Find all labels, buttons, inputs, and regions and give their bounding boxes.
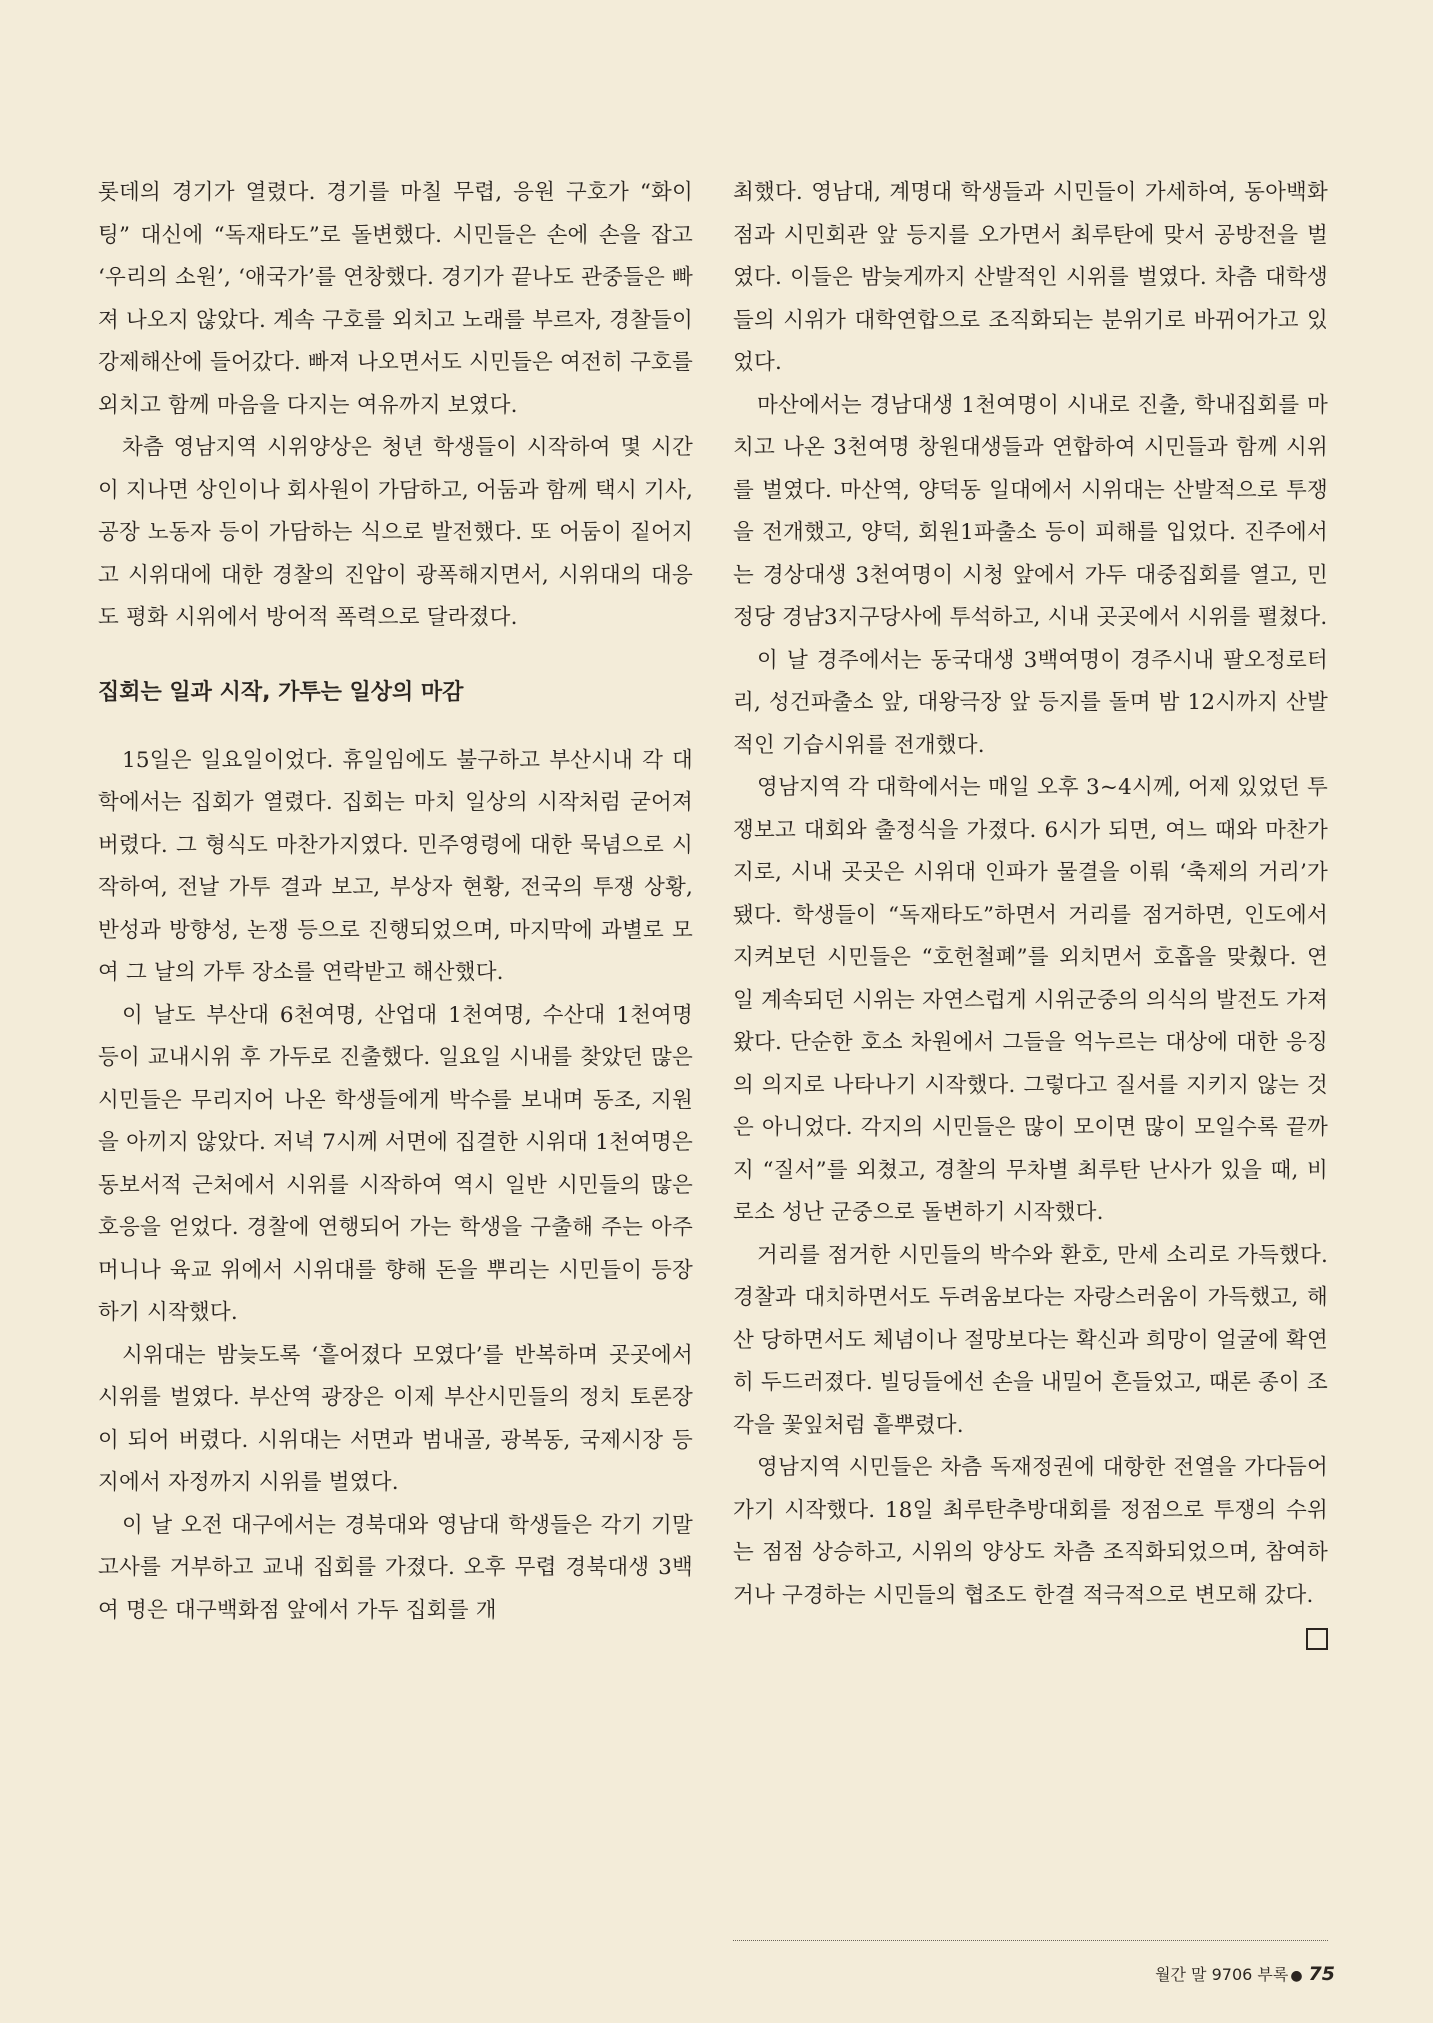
section-heading: 집회는 일과 시작, 가투는 일상의 마감 (98, 679, 464, 705)
paragraph: 마산에서는 경남대생 1천여명이 시내로 진출, 학내집회를 마치고 나온 3천여명 창원대생들과 연합하여 시민들과 함께 시위를 벌였다. 마산역, 양덕동 일대에서 시위대는 산발적으로 투쟁을 전개했고, 양덕, 회원1파출소 등이 피해를 입었다. 진주에서는 경상대생 3천여명이 시청 앞에서 가두 대중집회를 열고, 민정당 경남3지구당사에 투석하고, 시내 곳곳에서 시위를 펼쳤다. (733, 392, 1328, 630)
paragraph: 이 날 경주에서는 동국대생 3백여명이 경주시내 팔오정로터리, 성건파출소 앞, 대왕극장 앞 등지를 돌며 밤 12시까지 산발적인 기습시위를 전개했다. (733, 647, 1328, 758)
right-column (733, 172, 1328, 1650)
paragraph: 영남지역 각 대학에서는 매일 오후 3~4시께, 어제 있었던 투쟁보고 대회와 출정식을 가졌다. 6시가 되면, 여느 때와 마찬가지로, 시내 곳곳은 시위대 인파가 물결을 이뤄 ‘축제의 거리’가 됐다. 학생들이 “독재타도”하면서 거리를 점거하면, 인도에서 지켜보던 시민들은 “호헌철폐”를 외치면서 호흡을 맞췄다. 연일 계속되던 시위는 자연스럽게 시위군중의 의식의 발전도 가져 왔다. 단순한 호소 차원에서 그들을 억누르는 대상에 대한 응징의 의지로 나타나기 시작했다. 그렇다고 질서를 지키지 않는 것은 아니었다. 각지의 시민들은 많이 모이면 많이 모일수록 끝까지 “질서”를 외쳤고, 경찰의 무차별 최루탄 난사가 있을 때, 비로소 성난 군중으로 돌변하기 시작했다. (733, 775, 1328, 1225)
paragraph-final-text: 영남지역 시민들은 차츰 독재정권에 대항한 전열을 가다듬어 가기 시작했다. 18일 최루탄추방대회를 정점으로 투쟁의 수위는 점점 상승하고, 시위의 양상도 차츰 조직화되었으며, 참여하거나 구경하는 시민들의 협조도 한결 적극적으로 변모해 갔다. (733, 1455, 1328, 1608)
paragraph: 거리를 점거한 시민들의 박수와 환호, 만세 소리로 가득했다. 경찰과 대치하면서도 두려움보다는 자랑스러움이 가득했고, 해산 당하면서도 체념이나 절망보다는 확신과 희망이 얼굴에 확연히 두드러졌다. 빌딩들에선 손을 내밀어 흔들었고, 때론 종이 조각을 꽃잎처럼 흩뿌렸다. (733, 1242, 1328, 1438)
end-of-article-icon (1306, 1628, 1328, 1650)
paragraph: 차츰 영남지역 시위양상은 청년 학생들이 시작하여 몇 시간이 지나면 상인이나 회사원이 가담하고, 어둠과 함께 택시 기사, 공장 노동자 등이 가담하는 식으로 발전했다. 또 어둠이 짙어지고 시위대에 대한 경찰의 진압이 광폭해지면서, 시위대의 대응도 평화 시위에서 방어적 폭력으로 달라졌다. (98, 435, 693, 630)
left-column (98, 172, 693, 1632)
paragraph: 롯데의 경기가 열렸다. 경기를 마칠 무렵, 응원 구호가 “화이팅” 대신에 “독재타도”로 돌변했다. 시민들은 손에 손을 잡고 ‘우리의 소원’, ‘애국가’를 연창했다. 경기가 끝나도 관중들은 빠져 나오지 않았다. 계속 구호를 외치고 노래를 부르자, 경찰들이 강제해산에 들어갔다. 빠져 나오면서도 시민들은 여전히 구호를 외치고 함께 마음을 다지는 여유까지 보였다. (98, 180, 693, 418)
footer-divider (733, 1940, 1328, 1941)
publication-name: 월간 말 9706 부록 (1155, 1965, 1289, 1984)
bullet-icon: ● (1290, 1968, 1303, 1984)
paragraph: 최했다. 영남대, 계명대 학생들과 시민들이 가세하여, 동아백화점과 시민회관 앞 등지를 오가면서 최루탄에 맞서 공방전을 벌였다. 이들은 밤늦게까지 산발적인 시위를 벌였다. 차츰 대학생들의 시위가 대학연합으로 조직화되는 분위기로 바뀌어가고 있었다. (733, 180, 1328, 375)
paragraph: 이 날 오전 대구에서는 경북대와 영남대 학생들은 각기 기말고사를 거부하고 교내 집회를 가졌다. 오후 무렵 경북대생 3백여 명은 대구백화점 앞에서 가두 집회를 개 (98, 1512, 693, 1623)
page-footer (1155, 1962, 1335, 1985)
paragraph-final (733, 1447, 1328, 1617)
paragraph: 이 날도 부산대 6천여명, 산업대 1천여명, 수산대 1천여명 등이 교내시위 후 가두로 진출했다. 일요일 시내를 찾았던 많은 시민들은 무리지어 나온 학생들에게 박수를 보내며 동조, 지원을 아끼지 않았다. 저녁 7시께 서면에 집결한 시위대 1천여명은 동보서적 근처에서 시위를 시작하여 역시 일반 시민들의 많은 호응을 얻었다. 경찰에 연행되어 가는 학생을 구출해 주는 아주머니나 육교 위에서 시위대를 향해 돈을 뿌리는 시민들이 등장하기 시작했다. (98, 1002, 693, 1325)
paragraph: 시위대는 밤늦도록 ‘흩어졌다 모였다’를 반복하며 곳곳에서 시위를 벌였다. 부산역 광장은 이제 부산시민들의 정치 토론장이 되어 버렸다. 시위대는 서면과 범내골, 광복동, 국제시장 등지에서 자정까지 시위를 벌였다. (98, 1342, 693, 1495)
page-number: 75 (1308, 1963, 1335, 1985)
paragraph: 15일은 일요일이었다. 휴일임에도 불구하고 부산시내 각 대학에서는 집회가 열렸다. 집회는 마치 일상의 시작처럼 굳어져 버렸다. 그 형식도 마찬가지였다. 민주영령에 대한 묵념으로 시작하여, 전날 가투 결과 보고, 부상자 현황, 전국의 투쟁 상황, 반성과 방향성, 논쟁 등으로 진행되었으며, 마지막에 과별로 모여 그 날의 가투 장소를 연락받고 해산했다. (98, 747, 693, 985)
